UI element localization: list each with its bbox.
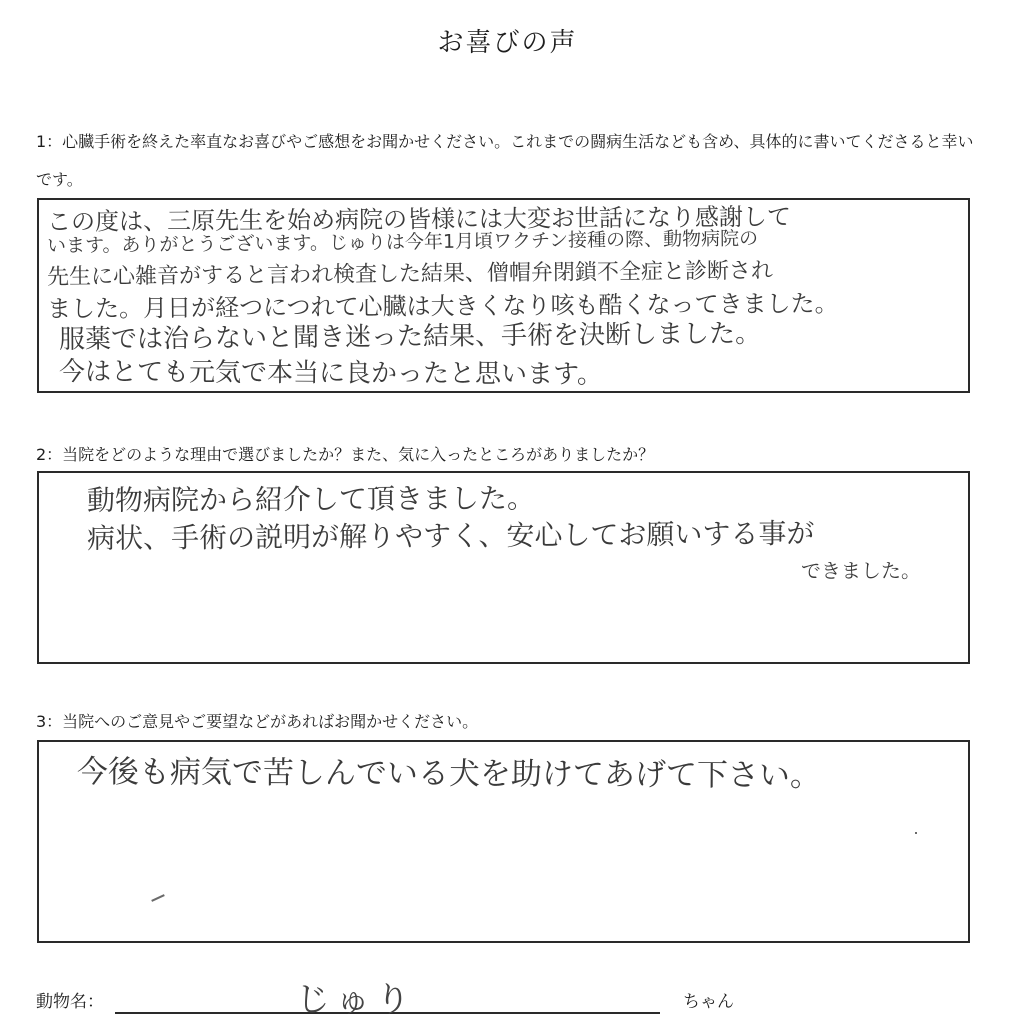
answer-box-3 xyxy=(37,740,970,943)
answer-box-2 xyxy=(37,471,970,664)
answer-1-line-6: 今はとても元気で本当に良かったと思います。 xyxy=(58,357,603,390)
answer-2-line-3: できました。 xyxy=(800,558,922,583)
answer-2-line-1: 動物病院から紹介して頂きました。 xyxy=(86,481,536,517)
answer-1-line-1: この度は、三原先生を始め病院の皆様には大変お世話になり感謝して xyxy=(46,202,792,236)
answer-3-line-1: 今後も病気で苦しんでいる犬を助けてあげて下さい。 xyxy=(76,754,822,794)
scan-mark xyxy=(151,894,165,902)
answer-1-line-3: 先生に心雑音がすると言われ検査した結果、僧帽弁閉鎖不全症と診断され xyxy=(46,258,774,290)
pet-name-label: 動物名： xyxy=(36,992,104,1012)
answer-2-line-2: 病状、手術の説明が解りやすく、安心してお願いする事が xyxy=(86,516,815,555)
answer-1-line-4: ました。月日が経つにつれて心臓は大きくなり咳も酷くなってきました。 xyxy=(46,289,839,323)
pet-name-value: じゅり xyxy=(296,980,416,1020)
question-2: 2：当院をどのような理由で選びましたか？また、気に入ったところがありましたか？ xyxy=(36,445,655,464)
question-3: 3：当院へのご意見やご要望などがあればお聞かせください。 xyxy=(36,712,479,731)
answer-box-1 xyxy=(37,198,970,393)
question-1: 1：心臓手術を終えた率直なお喜びやご感想をお聞かせください。これまでの闘病生活なども含め、具体的に書いてくださると幸いです。 xyxy=(36,132,974,189)
scan-mark xyxy=(915,832,917,834)
pet-name-suffix: ちゃん xyxy=(683,992,734,1012)
answer-1-line-2: います。ありがとうございます。じゅりは今年1月頃ワクチン接種の際、動物病院の xyxy=(46,227,759,257)
page-title: お喜びの声 xyxy=(437,28,578,58)
answer-1-line-5: 服薬では治らないと聞き迷った結果、手術を決断しました。 xyxy=(58,318,762,355)
